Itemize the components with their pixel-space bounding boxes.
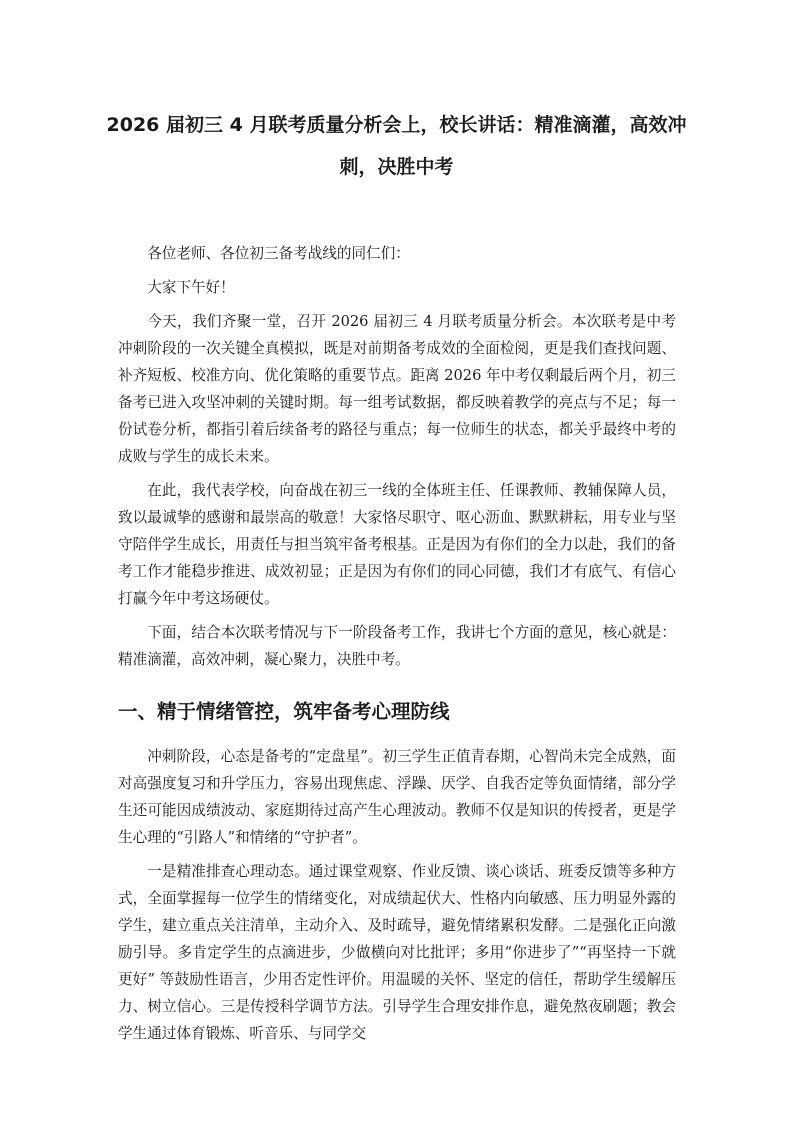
intro-paragraph-3: 下面，结合本次联考情况与下一阶段备考工作，我讲七个方面的意见，核心就是：精准滴灌，高效冲刺，凝心聚力，决胜中考。: [118, 624, 676, 668]
intro-paragraph-2: 在此，我代表学校，向奋战在初三一线的全体班主任、任课教师、教辅保障人员，致以最诚挚的感谢和最崇高的敬意！大家恪尽职守、呕心沥血、默默耕耘，用专业与坚守陪伴学生成长，用责任与担当筑牢备考根基。正是因为有你们的全力以赴，我们的备考工作才能稳步推进、成效初显；正是因为有你们的同心同德，我们才有底气、有信心打赢今年中考这场硬仗。: [118, 482, 676, 607]
document-title: 2026 届初三 4 月联考质量分析会上，校长讲话：精准滴灌，高效冲刺，决胜中考: [106, 114, 687, 178]
document-body: [118, 240, 676, 1054]
section1-paragraph-1: 冲刺阶段，心态是备考的“定盘星”。初三学生正值青春期，心智尚未完全成熟，面对高强度复习和升学压力，容易出现焦虑、浮躁、厌学、自我否定等负面情绪，部分学生还可能因成绩波动、家庭期待过高产生心理波动。教师不仅是知识的传授者，更是学生心理的“引路人”和情绪的“守护者”。: [118, 748, 676, 846]
salutation: 各位老师、各位初三备考战线的同仁们：: [147, 245, 410, 262]
intro-paragraph-1: 今天，我们齐聚一堂，召开 2026 届初三 4 月联考质量分析会。本次联考是中考冲刺阶段的一次关键全真模拟，既是对前期备考成效的全面检阅，更是我们查找问题、补齐短板、校准方向、优化策略的重要节点。距离 2026 年中考仅剩最后两个月，初三备考已进入攻坚冲刺的关键时期。每一组考试数据，都反映着教学的亮点与不足；每一份试卷分析，都指引着后续备考的路径与重点；每一位师生的状态，都关乎最终中考的成败与学生的成长未来。: [118, 313, 676, 465]
greeting: 大家下午好！: [147, 279, 235, 296]
section1-paragraph-2: 一是精准排查心理动态。通过课堂观察、作业反馈、谈心谈话、班委反馈等多种方式，全面掌握每一位学生的情绪变化，对成绩起伏大、性格内向敏感、压力明显外露的学生，建立重点关注清单，主动介入、及时疏导，避免情绪累积发酵。二是强化正向激励引导。多肯定学生的点滴进步，少做横向对比批评；多用“你进步了”“再坚持一下就更好” 等鼓励性语言，少用否定性评价。用温暖的关怀、坚定的信任，帮助学生缓解压力、树立信心。三是传授科学调节方法。引导学生合理安排作息，避免熬夜刷题；教会学生通过体育锻炼、听音乐、与同学交: [118, 863, 676, 1042]
section-heading-1: 一、精于情绪管控，筑牢备考心理防线: [118, 700, 450, 723]
